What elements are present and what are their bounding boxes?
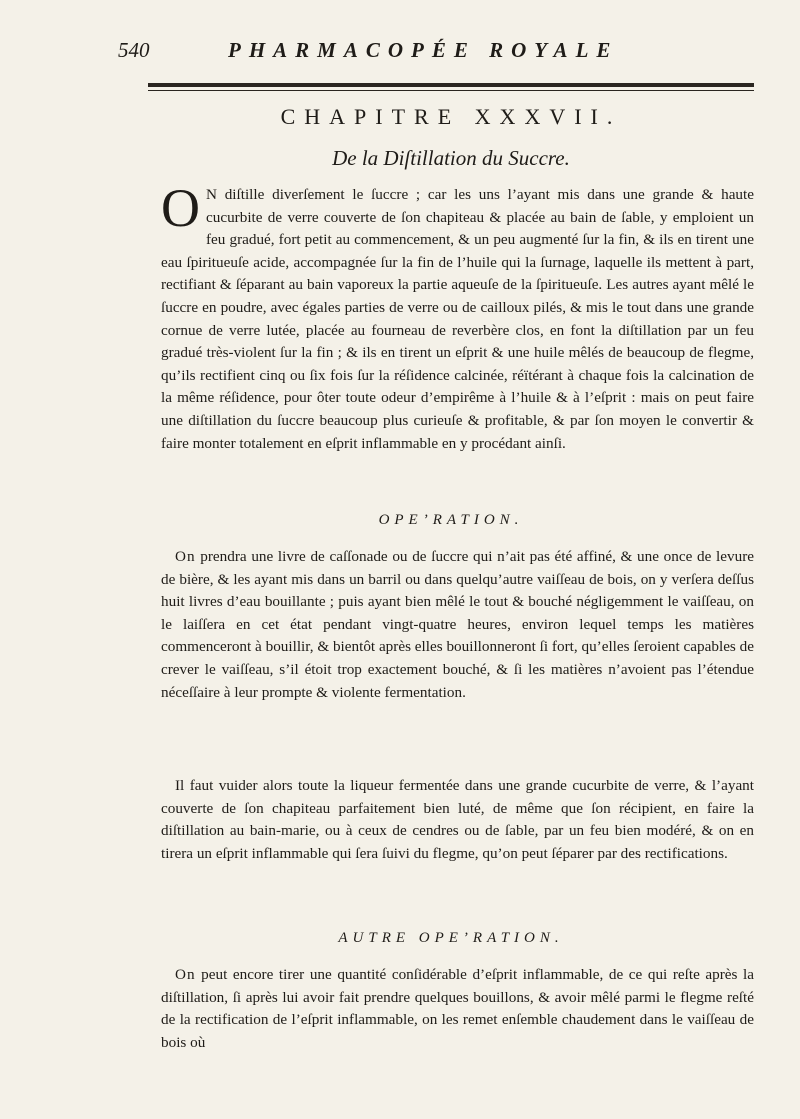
- drop-cap: O: [161, 178, 200, 238]
- other-operation-heading: AUTRE OPE’RATION.: [338, 930, 564, 946]
- intro-text: N diſtille diverſement le ſuccre ; car les uns l’ayant mis dans une grande & haute cucurbite de verre couverte de ſon chapiteau & placée au bain de ſable, y emploient un feu gradué, fort petit au commencement, & un peu augmenté ſur la fin, & ils en tirent une eau ſpiritueuſe acide, accompagnée ſur la fin de l’huile qui la ſurnage, laquelle ils mettent à part, rectifiant & ſéparant au bain vaporeux la partie aqueuſe de la ſpiritueuſe. Les autres ayant mêlé le ſuccre en poudre, avec égales parties de verre ou de cailloux pilés, & mis le tout dans une grande cornue de verre lutée, placée au fourneau de reverbère clos, en font la diſtillation par un feu gradué très-violent ſur la fin ; & ils en tirent un eſprit & une huile mêlés de beaucoup de flegme, qu’ils rectifient cinq ou ſix fois ſur la réſidence calcinée, réïtérant à chaque fois la calcination de la même réſidence, pour ôter toute odeur d’empirême à l’huile & à l’eſprit : mais on peut faire une diſtillation du ſuccre beaucoup plus curieuſe & profitable, & par ſon moyen le convertir & faire monter totalement en eſprit inflammable en y procédant ainſi.: [161, 186, 754, 452]
- page-header: [118, 38, 758, 72]
- intro-paragraph: [161, 178, 754, 455]
- other-operation-paragraph: [161, 964, 754, 1054]
- chapter-title: CHAPITRE XXXVII.: [280, 104, 622, 129]
- header-rule-thick: [148, 83, 754, 87]
- operation-first-word: On: [175, 548, 196, 565]
- page-number: 540: [118, 38, 150, 62]
- chapter-subtitle: De la Diſtillation du Succre.: [332, 146, 570, 170]
- operation-text-1: prendra une livre de caſſonade ou de ſuccre qui n’ait pas été affiné, & une once de levure de bière, & les ayant mis dans un barril ou dans quelqu’autre vaiſſeau de bois, on y verſera deſſus huit livres d’eau bouillante ; puis ayant bien mêlé le tout & bouché négligemment le vaiſſeau, on le laiſſera en cet état pendant vingt-quatre heures, environ lequel temps les matières commenceront à bouillir, & bientôt après elles bouillonneront ſi fort, qu’elles ſeroient capables de crever le vaiſſeau, s’il étoit trop exactement bouché, & ſi les matières n’avoient pas l’étendue néceſſaire à leur prompte & violente fermentation.: [161, 548, 754, 701]
- operation-heading: OPE’RATION.: [378, 512, 524, 528]
- other-operation-text: peut encore tirer une quantité conſidérable d’eſprit inflammable, de ce qui reſte après la diſtillation, ſi après lui avoir fait prendre quelques bouillons, & avoir mêlé parmi le flegme reſté de la rectification de l’eſprit inflammable, on les remet enſemble chaudement dans le vaiſſeau de bois où: [161, 966, 755, 1051]
- other-operation-first-word: On: [175, 966, 196, 983]
- header-rule-thin: [148, 90, 754, 91]
- running-title: PHARMACOPÉE ROYALE: [228, 38, 619, 62]
- operation-paragraph-1: [161, 546, 754, 704]
- operation-paragraph-2: [161, 775, 754, 865]
- operation-text-2: Il faut vuider alors toute la liqueur fermentée dans une grande cucurbite de verre, & l’ayant couverte de ſon chapiteau parfaitement bien luté, de même que ſon récipient, en faire la diſtillation au bain-marie, ou à ceux de cendres ou de ſable, par un feu bien modéré, & on en tirera un eſprit inflammable qui ſera ſuivi du flegme, qu’on peut ſéparer par des rectifications.: [161, 777, 754, 862]
